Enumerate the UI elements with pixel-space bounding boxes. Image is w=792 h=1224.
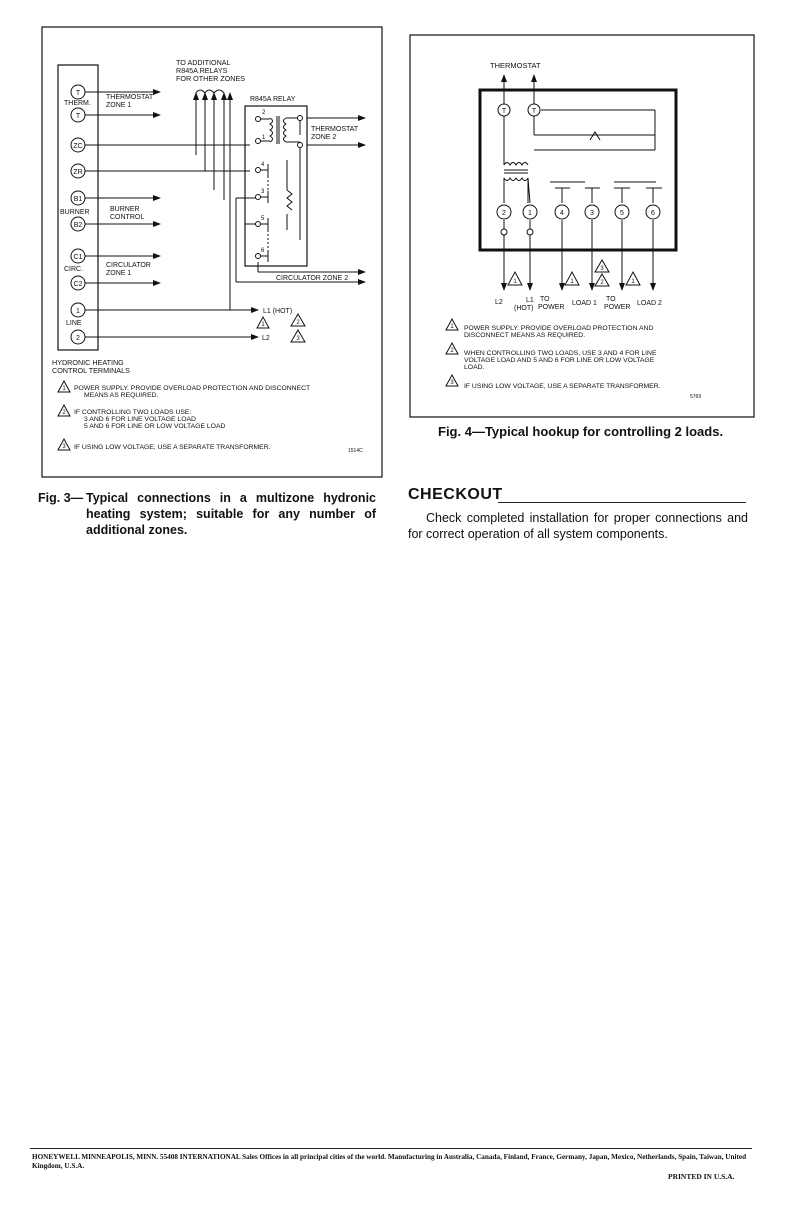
fig4-to-2: TO	[606, 296, 616, 303]
group-burner: BURNER	[60, 209, 90, 216]
relay-arrows	[196, 90, 230, 300]
note2-num: 2	[62, 410, 66, 416]
terminal-zr-label: ZR	[73, 169, 83, 176]
fig3-code: 1514C	[348, 448, 363, 454]
terminal-zc-label: ZC	[73, 143, 83, 150]
fig4-note2-line1: WHEN CONTROLLING TWO LOADS, USE 3 AND 4 FOR LINE	[464, 350, 657, 357]
l1-hot-label: L1 (HOT)	[263, 308, 293, 315]
tri-3a: 3	[296, 336, 300, 342]
relay-term-5: 5	[261, 216, 265, 222]
relay-label: R845A RELAY	[250, 96, 296, 103]
fig4-term-t2-label: T	[531, 108, 537, 115]
circulator-zone1-2: ZONE 1	[106, 270, 132, 277]
fig4-tri-1c: 1	[631, 279, 635, 285]
panel-label-2: CONTROL TERMINALS	[52, 366, 130, 375]
fig4-note1-line1: POWER SUPPLY. PROVIDE OVERLOAD PROTECTION AND	[464, 325, 654, 332]
group-circ: CIRC.	[64, 266, 84, 273]
fig4-code: 5769	[690, 394, 702, 400]
fig4-caption: Fig. 4—Typical hookup for controlling 2 loads.	[438, 424, 724, 439]
checkout-rule	[498, 502, 746, 503]
fig4-load1: LOAD 1	[572, 300, 597, 307]
relay-term-6: 6	[261, 248, 265, 254]
note2-line2: 3 AND 6 FOR LINE VOLTAGE LOAD	[84, 416, 196, 423]
thermostat-zone1-2: ZONE 1	[106, 102, 132, 109]
relay-term-2: 2	[262, 110, 266, 116]
footer-text: HONEYWELL MINNEAPOLIS, MINN. 55408 INTERNATIONAL Sales Offices in all principal cities of the world. Manufacturing in Australia, Canada, Finland, France, Germany, Japan, Mexico, Netherlands, Spain, Taiwan, United Kingdom, U.S.A.	[32, 1153, 747, 1170]
fig4-diagram	[400, 0, 792, 430]
circulator-zone1-1: CIRCULATOR	[106, 262, 151, 269]
fig4-tri-2: 2	[600, 280, 604, 286]
fig4-tri-1a: 1	[513, 279, 517, 285]
note2-line1: IF CONTROLLING TWO LOADS USE:	[74, 409, 192, 416]
fig4-note2-line2: VOLTAGE LOAD AND 5 AND 6 FOR LINE OR LOW VOLTAGE	[464, 357, 655, 364]
l2-label: L2	[262, 335, 270, 342]
terminal-line2-label: 2	[76, 335, 80, 342]
fig4-thermostat: THERMOSTAT	[490, 61, 541, 70]
thermostat-zone2-1: THERMOSTAT	[311, 126, 359, 133]
terminal-t2-label: T	[75, 113, 81, 120]
relays-note-1: TO ADDITIONAL	[176, 58, 231, 67]
relays-note-3: FOR OTHER ZONES	[176, 74, 246, 83]
panel-label-1: HYDRONIC HEATING	[52, 358, 124, 367]
fig4-load2: LOAD 2	[637, 300, 662, 307]
fig4-term-6-label: 6	[651, 210, 655, 217]
group-line: LINE	[66, 320, 82, 327]
checkout-body: Check completed installation for proper connections and for correct operation of all system components.	[408, 511, 748, 541]
fig3-diagram	[0, 0, 400, 480]
relay-term-1: 1	[262, 135, 266, 141]
terminal-c1-label: C1	[73, 254, 83, 261]
fig4-note3-line1: IF USING LOW VOLTAGE, USE A SEPARATE TRANSFORMER.	[464, 383, 661, 390]
group-therm: THERM.	[64, 100, 91, 107]
fig4-l2: L2	[495, 299, 503, 306]
thermostat-zone2-2: ZONE 2	[311, 134, 337, 141]
note3-line1: IF USING LOW VOLTAGE, USE A SEPARATE TRANSFORMER.	[74, 444, 271, 451]
relays-note-2: R845A RELAYS	[176, 66, 228, 75]
fig3-caption-text: Typical connections in a multizone hydronic heating system; suitable for any number of additional zones.	[86, 491, 376, 537]
checkout-heading: CHECKOUT	[408, 486, 503, 503]
circulator-zone2: CIRCULATOR ZONE 2	[276, 275, 349, 282]
fig4-term-5-label: 5	[620, 210, 624, 217]
fig4-note2-num: 2	[450, 348, 454, 354]
note1-line1: POWER SUPPLY. PROVIDE OVERLOAD PROTECTION AND DISCONNECT	[74, 385, 311, 392]
fig4-l1: L1	[526, 297, 534, 304]
r845a-relay	[245, 106, 307, 266]
fig4-note3-num: 3	[450, 380, 454, 386]
fig3-caption-label: Fig. 3—	[38, 491, 84, 505]
terminal-b2-label: B2	[73, 222, 83, 229]
thermostat-zone1-1: THERMOSTAT	[106, 94, 154, 101]
terminal-t1-label: T	[75, 90, 81, 97]
fig4-power-1: POWER	[538, 304, 565, 311]
fig4-term-2-label: 2	[502, 210, 506, 217]
fig4-term-1-label: 1	[528, 210, 532, 217]
fig4-to-1: TO	[540, 296, 550, 303]
printed-in: PRINTED IN U.S.A.	[668, 1172, 735, 1181]
note2-line3: 5 AND 6 FOR LINE OR LOW VOLTAGE LOAD	[84, 423, 226, 430]
fig3-caption	[38, 490, 378, 538]
fig4-term-4-label: 4	[560, 210, 564, 217]
fig4-term-3-label: 3	[590, 210, 594, 217]
fig4-tri-1b: 1	[570, 279, 574, 285]
fig4-power-2: POWER	[604, 304, 631, 311]
burner-control-2: CONTROL	[110, 214, 145, 221]
fig4-term-t1-label: T	[501, 108, 507, 115]
burner-control-1: BURNER	[110, 206, 140, 213]
relay-term-4: 4	[261, 162, 265, 168]
fig4-tri-3: 3	[600, 266, 604, 272]
terminal-c2-label: C2	[73, 281, 83, 288]
fig4-note2-line3: LOAD.	[464, 364, 485, 371]
tri-2a: 2	[296, 320, 300, 326]
tri-1a: 1	[261, 322, 265, 328]
relay-term-3: 3	[261, 189, 265, 195]
terminal-line1-label: 1	[76, 308, 80, 315]
note1-line2: MEANS AS REQUIRED.	[84, 392, 159, 399]
note1-num: 1	[62, 386, 66, 392]
fig4-hot: (HOT)	[514, 305, 534, 312]
terminal-b1-label: B1	[73, 196, 83, 203]
fig4-note1-line2: DISCONNECT MEANS AS REQUIRED.	[464, 332, 586, 339]
footer-rule	[30, 1148, 752, 1149]
fig4-note1-num: 1	[450, 324, 454, 330]
note3-num: 3	[62, 444, 66, 450]
